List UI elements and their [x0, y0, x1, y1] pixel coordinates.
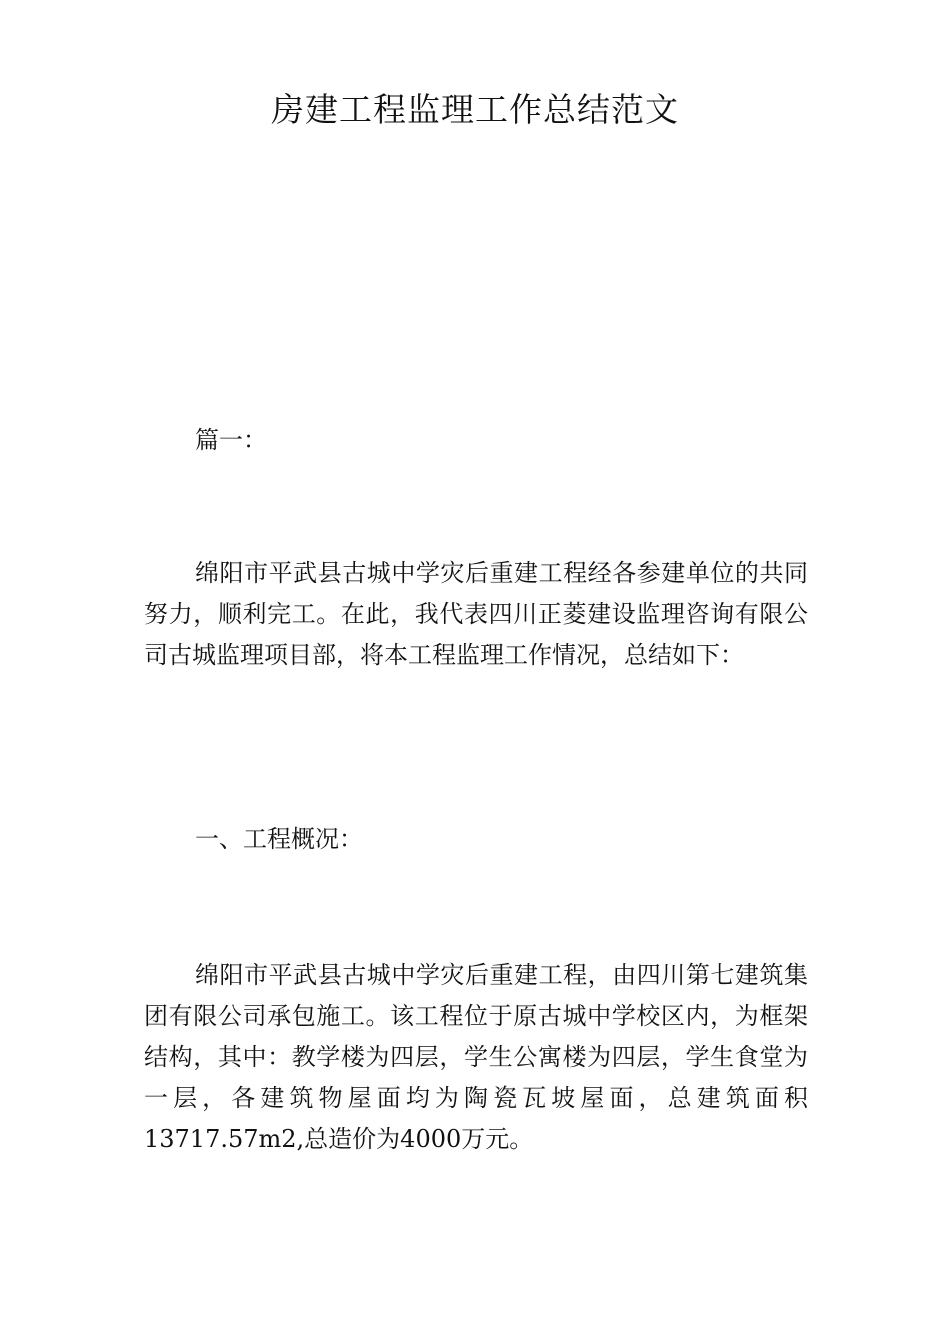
intro-paragraph: 绵阳市平武县古城中学灾后重建工程经各参建单位的共同努力，顺利完工。在此，我代表四川正菱建设监理咨询有限公司古城监理项目部，将本工程监理工作情况，总结如下： — [144, 559, 808, 669]
section-heading-overview: 一、工程概况： — [195, 825, 363, 853]
overview-paragraph: 绵阳市平武县古城中学灾后重建工程，由四川第七建筑集团有限公司承包施工。该工程位于原古城中学校区内，为框架结构，其中：教学楼为四层，学生公寓楼为四层，学生食堂为一层，各建筑物屋面均为陶瓷瓦坡屋面，总建筑面积13717.57m2,总造价为4000万元。 — [144, 961, 808, 1153]
document-title: 房建工程监理工作总结范文 — [271, 90, 679, 129]
section-label: 篇一： — [195, 426, 267, 454]
